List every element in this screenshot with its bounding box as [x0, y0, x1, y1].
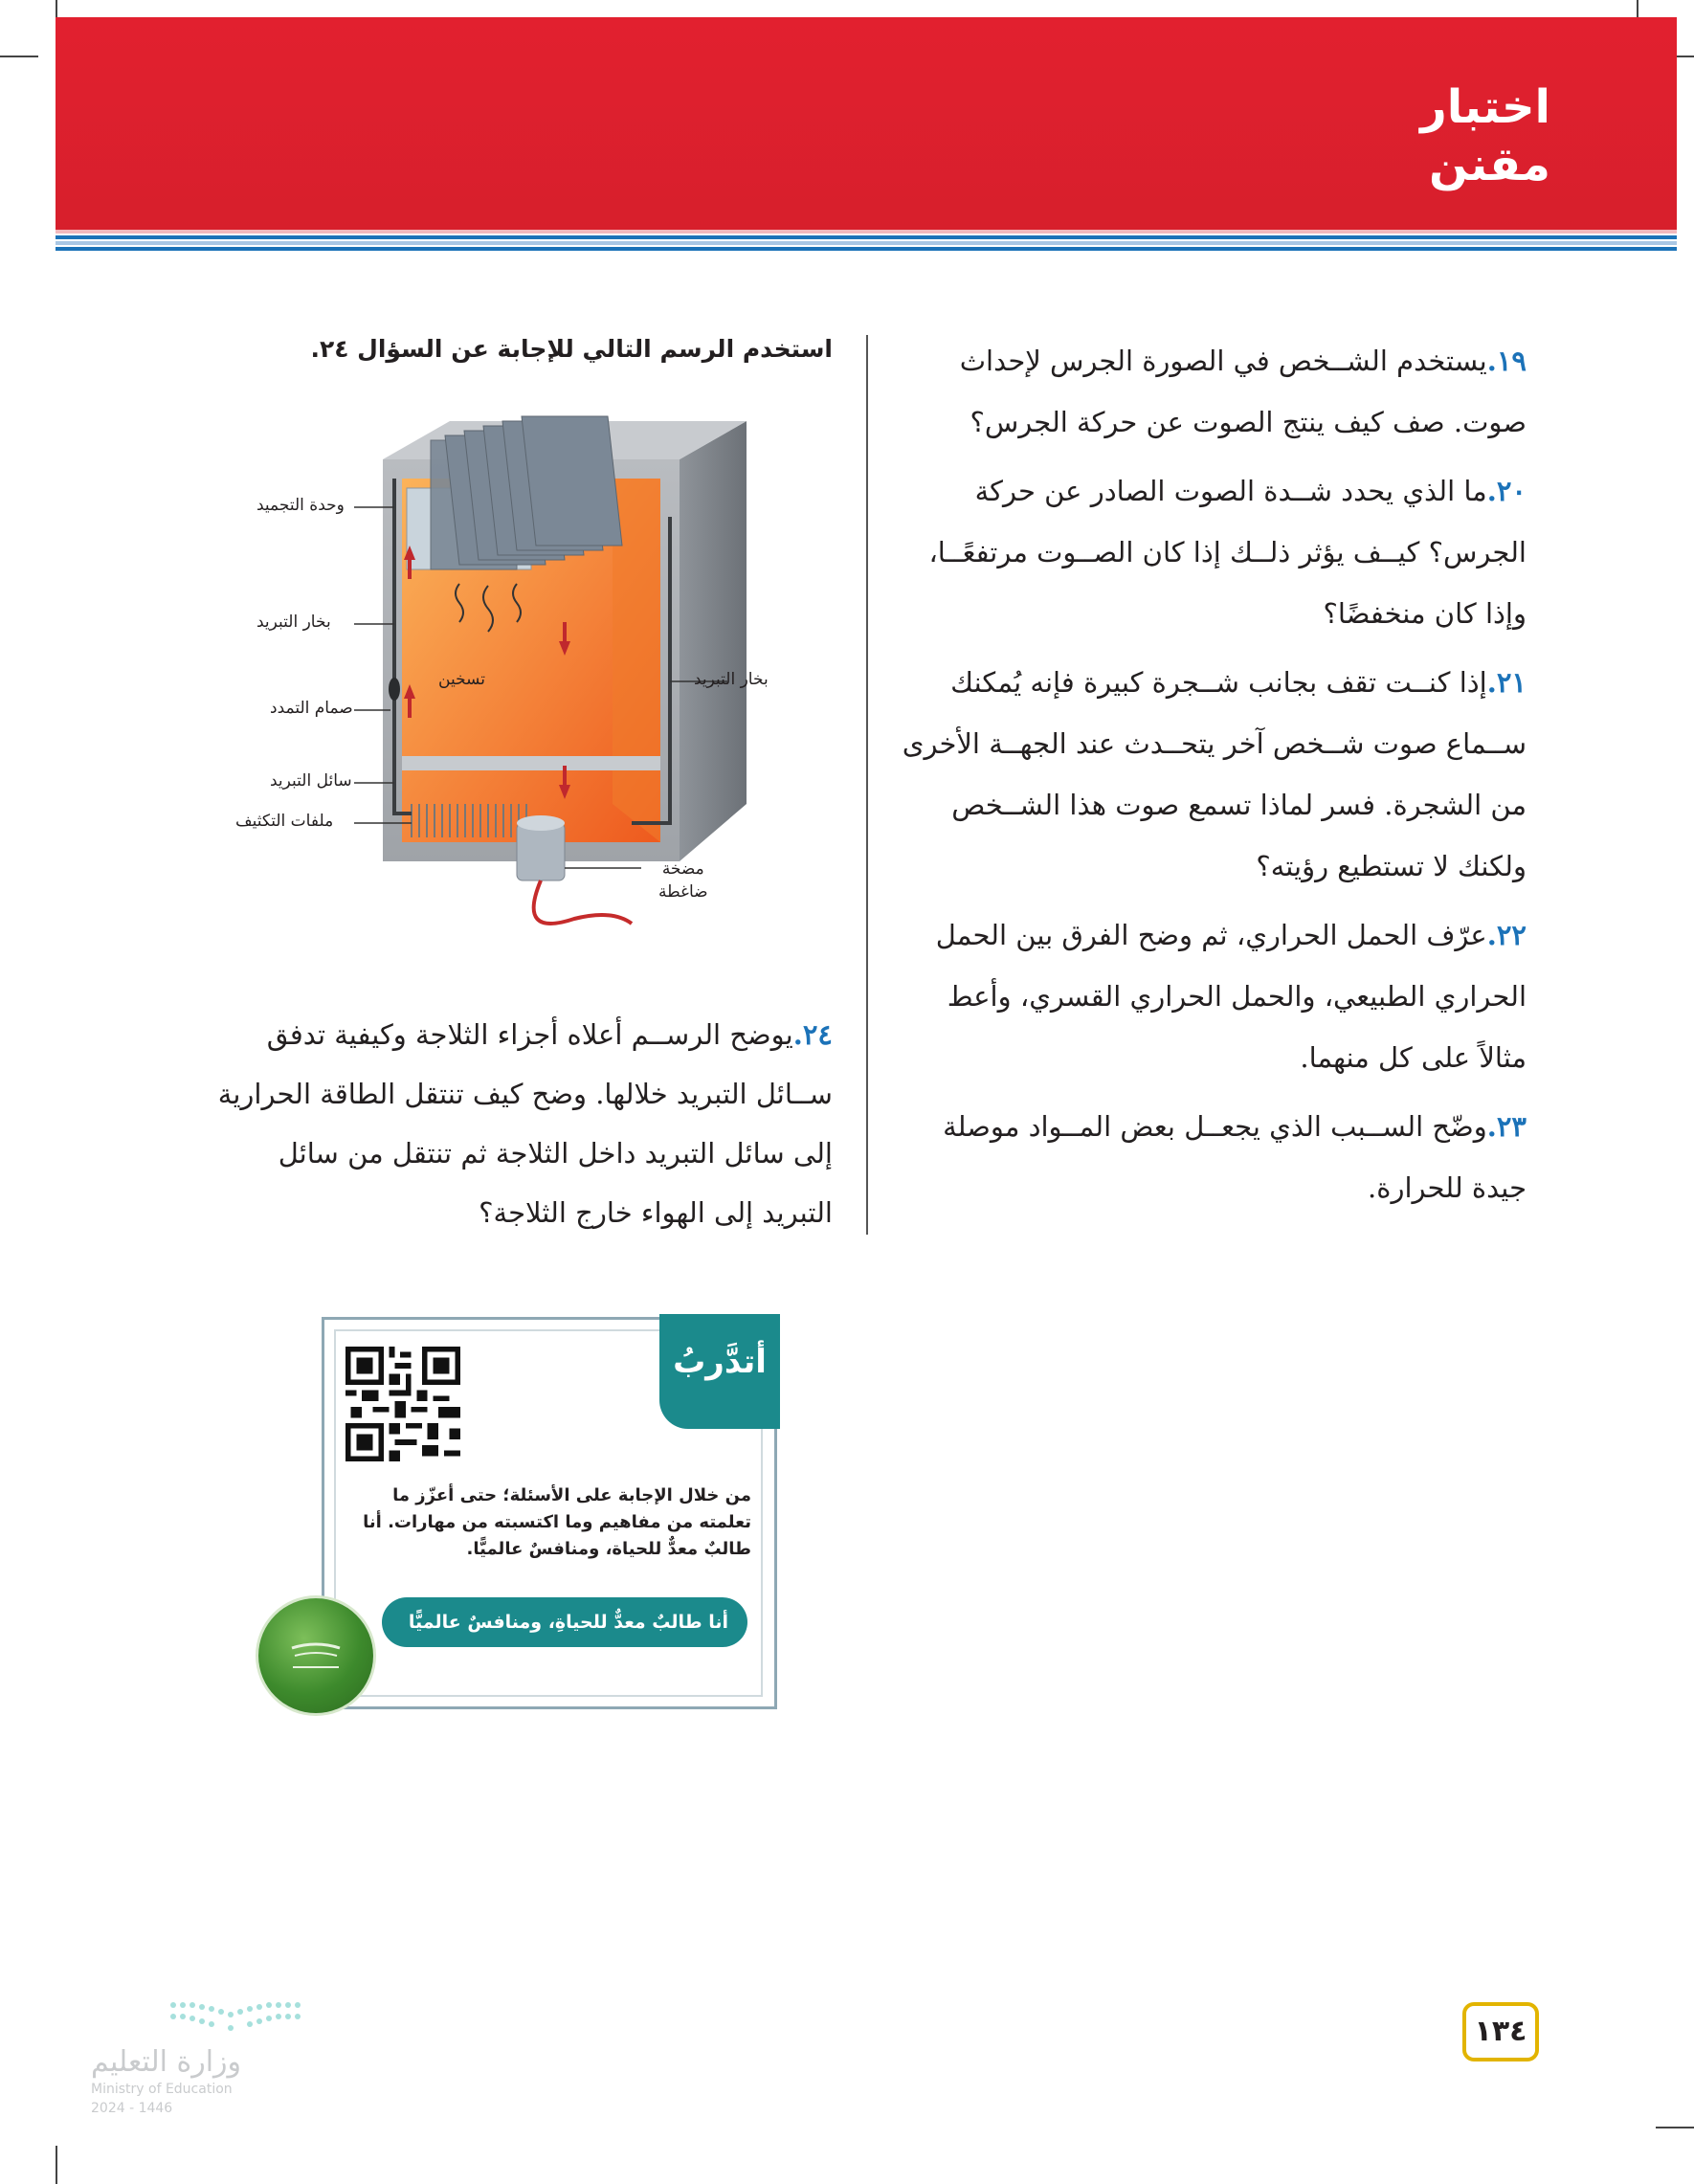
emblem-graphic	[258, 1598, 373, 1713]
question-22	[895, 904, 1527, 1088]
label-freezer: وحدة التجميد	[256, 496, 345, 515]
label-vapor-left: بخار التبريد	[256, 613, 331, 632]
question-number: ٢٤.	[792, 1018, 833, 1051]
figure-instruction: استخدم الرسم التالي للإجابة عن السؤال ٢٤.	[310, 335, 833, 363]
practice-text: من خلال الإجابة على الأسئلة؛ حتى أعزّز ما تعلمته من مفاهيم وما اكتسبته من مهارات. أنا طالبٌ معدٌّ للحياة، ومنافسٌ عالميًّا.	[363, 1485, 751, 1559]
slogan-pill: أنا طالبٌ معدٌّ للحياةِ، ومنافسٌ عالميًّا	[382, 1597, 747, 1647]
question-number: ٢٢.	[1486, 919, 1527, 951]
questions-column-right	[895, 330, 1527, 1226]
header-stripes	[56, 230, 1677, 253]
question-text: عرّف الحمل الحراري، ثم وضح الفرق بين الحمل الحراري الطبيعي، والحمل الحراري القسري، وأعط مثالاً على كل منهما.	[935, 919, 1527, 1074]
question-number: ٢١.	[1486, 666, 1527, 699]
figure-instruction-block	[201, 330, 833, 368]
label-vapor-right: بخار التبريد	[694, 670, 769, 689]
section-title	[1340, 78, 1550, 193]
question-number: ١٩.	[1486, 345, 1527, 377]
practice-tab: أتدَّربُ	[659, 1314, 780, 1429]
label-valve: صمام التمدد	[270, 699, 353, 718]
ministry-year: 2024 - 1446	[91, 2101, 173, 2116]
crop-mark	[0, 56, 38, 57]
question-text: يوضح الرســم أعلاه أجزاء الثلاجة وكيفية تدفق ســائل التبريد خلالها. وضح كيف تنتقل الطاقة الحرارية إلى سائل التبريد داخل الثلاجة ثم تنتقل من سائل التبريد إلى الهواء خارج الثلاجة؟	[217, 1018, 833, 1229]
crop-mark	[1656, 2127, 1694, 2128]
label-pump-line2: ضاغطة	[658, 882, 708, 902]
question-text: إذا كنــت تقف بجانب شــجرة كبيرة فإنه يُمكنك ســماع صوت شــخص آخر يتحــدث عند الجهــة الأخرى من الشجرة. فسر لماذا تسمع صوت هذا الشــخص ولكنك لا تستطيع رؤيته؟	[902, 666, 1527, 882]
crop-mark	[56, 2146, 57, 2184]
ministry-name-en: Ministry of Education	[91, 2082, 233, 2097]
question-24	[201, 1005, 833, 1242]
saudi-emblem-icon	[258, 1598, 373, 1713]
ministry-name-ar: وزارة التعليم	[91, 2045, 242, 2079]
label-pump-line1: مضخة	[661, 859, 704, 879]
question-21	[895, 652, 1527, 897]
question-text: يستخدم الشــخص في الصورة الجرس لإحداث صوت. صف كيف ينتج الصوت عن حركة الجرس؟	[959, 345, 1527, 438]
section-title-line1: اختبار	[1420, 80, 1550, 134]
label-pump	[658, 858, 708, 903]
question-20	[895, 460, 1527, 644]
label-liquid: سائل التبريد	[270, 771, 352, 791]
question-23	[895, 1096, 1527, 1218]
question-number: ٢٣.	[1486, 1110, 1527, 1143]
question-text: ما الذي يحدد شــدة الصوت الصادر عن حركة الجرس؟ كيــف يؤثر ذلــك إذا كان الصــوت مرتفعًــا، وإذا كان منخفضًا؟	[928, 475, 1527, 630]
question-text: وضّح الســبب الذي يجعــل بعض المــواد موصلة جيدة للحرارة.	[943, 1110, 1527, 1204]
label-coils: ملفات التكثيف	[235, 812, 334, 831]
section-title-line2: مقنن	[1428, 138, 1550, 191]
qr-code-icon[interactable]	[345, 1347, 460, 1461]
practice-box	[322, 1317, 777, 1709]
column-divider	[866, 335, 868, 1235]
page-number: ١٣٤	[1462, 2002, 1539, 2061]
question-19	[895, 330, 1527, 453]
question-number: ٢٠.	[1486, 475, 1527, 507]
ministry-dots-graphic	[91, 1986, 321, 2043]
ministry-logo-icon	[91, 1986, 321, 2120]
refrigerator-diagram	[230, 402, 842, 957]
label-heating: تسخين	[438, 670, 485, 689]
